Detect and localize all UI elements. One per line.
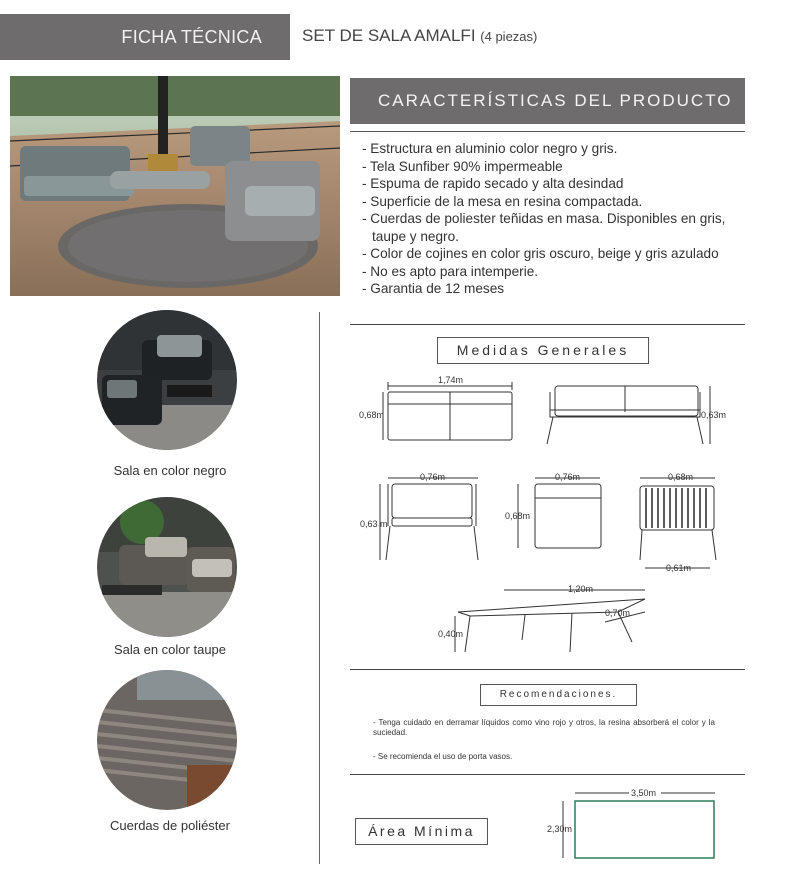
- chair-top-width-label: 0,76m: [555, 472, 581, 482]
- table-width-label: 0,70m: [605, 608, 631, 618]
- list-item: - Color de cojines en color gris oscuro, beige y gris azulado: [362, 246, 719, 261]
- characteristics-title: CARACTERÍSTICAS DEL PRODUCTO: [350, 78, 745, 124]
- recommendation-item: - Tenga cuidado en derramar líquidos como vino rojo y otros, la resina absorberá el color y la suciedad.: [373, 718, 715, 737]
- vertical-divider: [319, 312, 320, 864]
- chair-front-view: [380, 478, 478, 560]
- divider: [350, 669, 745, 670]
- list-item: - Espuma de rapido secado y alta desindad: [362, 176, 624, 191]
- chair-front-height-label: 0,63 m: [360, 519, 388, 529]
- photo-rope-detail: [97, 670, 237, 810]
- table-view: [455, 590, 645, 652]
- caption-taupe: Sala en color taupe: [113, 642, 227, 657]
- chair-front-width-label: 0,76m: [420, 472, 446, 482]
- list-item: - Garantia de 12 meses: [362, 281, 505, 296]
- min-area-title: Área Mínima: [355, 818, 488, 845]
- measures-title: Medidas Generales: [437, 337, 649, 364]
- product-name-text: SET DE SALA AMALFI: [302, 26, 476, 45]
- recommendation-item: - Se recomienda el uso de porta vasos.: [373, 752, 513, 761]
- dimension-drawings: [350, 372, 750, 664]
- hero-photo: [10, 76, 340, 296]
- feature-list: [360, 140, 740, 298]
- sofa-height-label: 0,63m: [701, 410, 727, 420]
- chair-side-base-label: 0,61m: [666, 563, 692, 573]
- divider: [350, 131, 745, 132]
- recommendations-title: Recomendaciones.: [480, 684, 637, 706]
- list-item: - Tela Sunfiber 90% impermeable: [362, 158, 563, 174]
- sofa-depth-label: 0,68m: [359, 410, 385, 420]
- sofa-top-view: [383, 382, 512, 440]
- photo-taupe-set: [97, 497, 237, 637]
- list-item: - Superficie de la mesa en resina compactada.: [362, 193, 643, 209]
- min-area-diagram: [545, 786, 720, 866]
- caption-rope: Cuerdas de poliéster: [110, 818, 230, 833]
- product-pieces: (4 piezas): [480, 29, 538, 44]
- chair-side-ropes: [646, 488, 706, 528]
- product-name: [302, 26, 537, 46]
- min-area-rect: [575, 801, 714, 858]
- divider: [350, 774, 745, 775]
- min-area-width-label: 3,50m: [631, 788, 657, 798]
- list-item: - Estructura en aluminio color negro y gris.: [362, 141, 618, 156]
- min-area-depth-label: 2,30m: [547, 824, 573, 834]
- photo-black-set: [97, 310, 237, 450]
- chair-side-depth-label: 0,68m: [668, 472, 694, 482]
- caption-black: Sala en color negro: [113, 463, 227, 478]
- sofa-front-view: [547, 386, 710, 444]
- page-title: FICHA TÉCNICA: [121, 27, 262, 47]
- divider: [350, 324, 745, 325]
- sofa-width-label: 1,74m: [438, 375, 464, 385]
- chair-top-view: [518, 478, 601, 548]
- table-height-label: 0,40m: [438, 629, 464, 639]
- list-item: - No es apto para intemperie.: [362, 263, 539, 279]
- table-length-label: 1,20m: [568, 584, 594, 594]
- list-item: - Cuerdas de poliester teñidas en masa. Disponibles en gris, taupe y negro.: [362, 211, 726, 244]
- chair-top-depth-label: 0,68m: [505, 511, 531, 521]
